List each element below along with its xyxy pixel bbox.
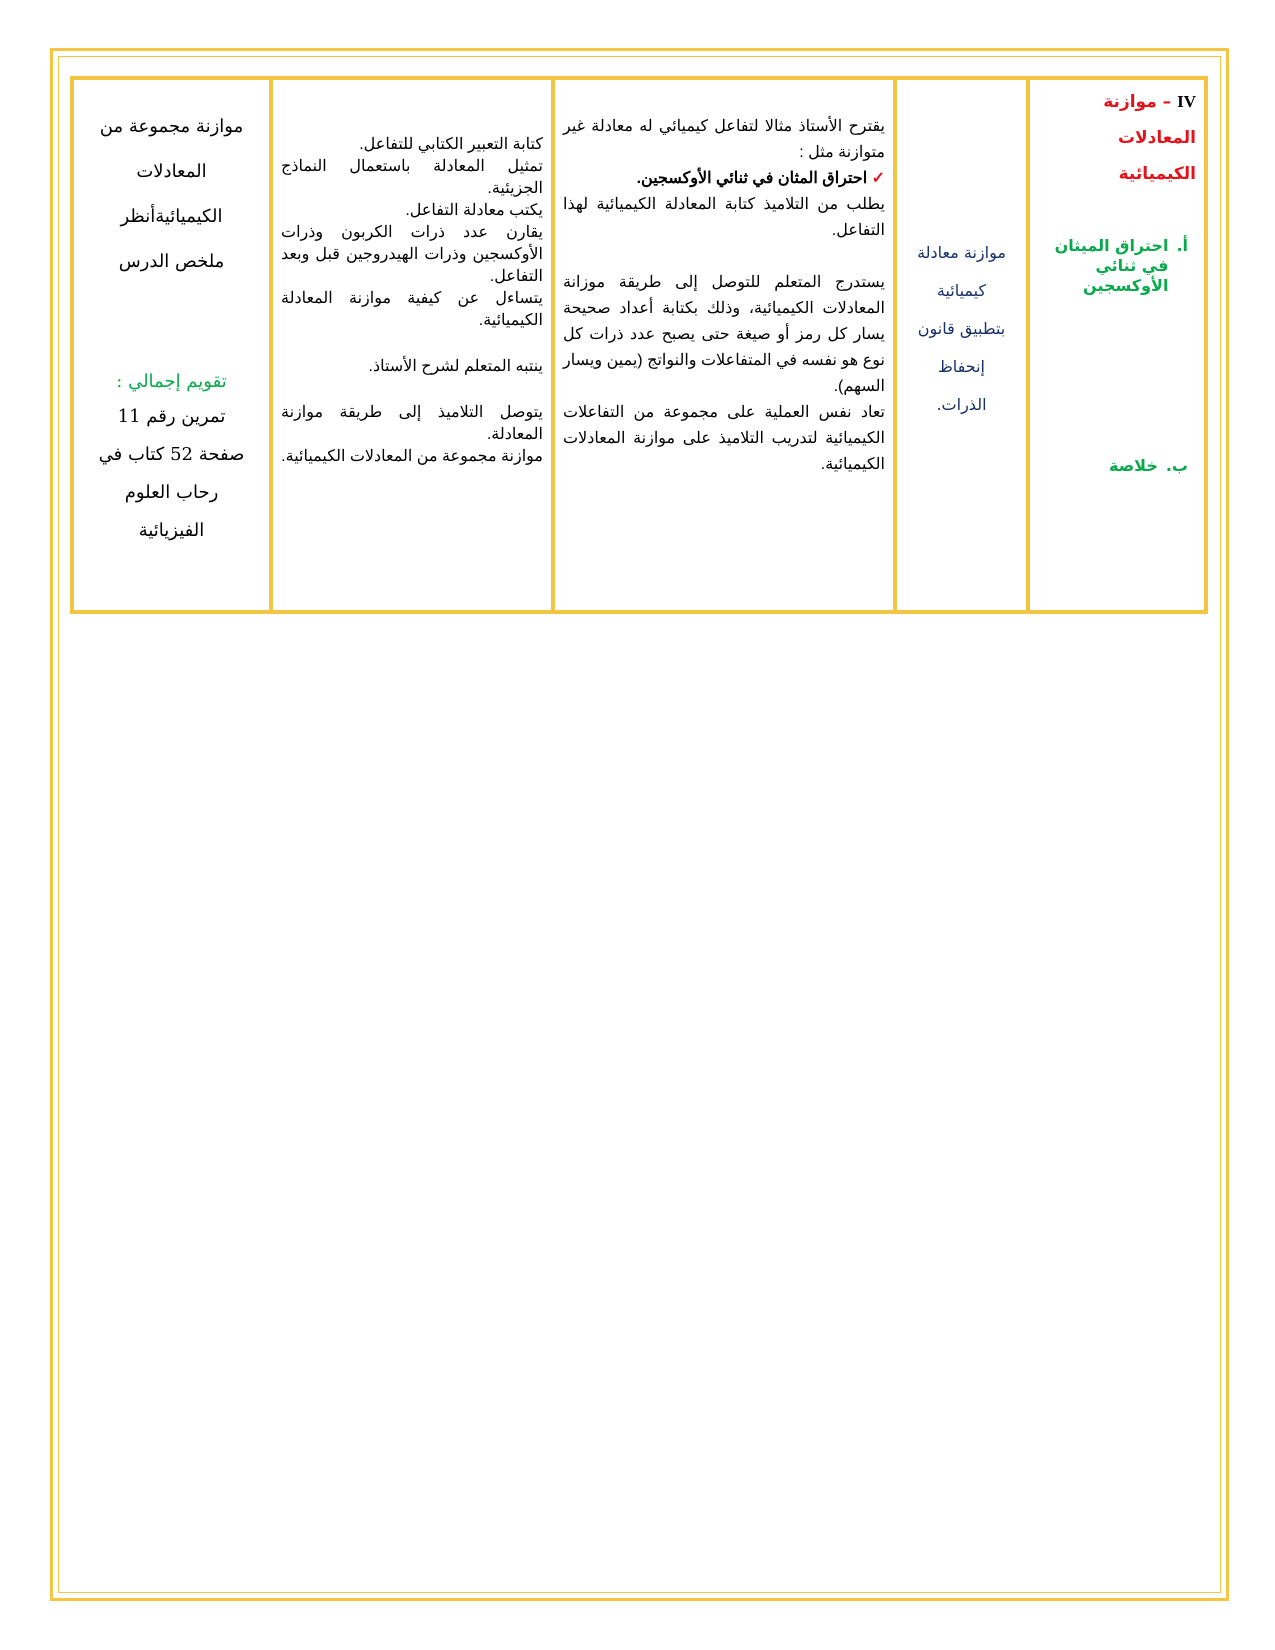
summative-label: تقويم إجمالي : [116, 371, 227, 392]
example-line [563, 166, 885, 192]
exercise-line: تمرين رقم 11 [117, 406, 226, 427]
subsection-a-title: احتراق الميثان في ثنائي الأوكسجين [1054, 236, 1169, 295]
goal-line: إنحفاظ [938, 357, 985, 376]
learner-line-1: كتابة التعبير الكتابي للتفاعل. [359, 136, 543, 153]
teacher-activities-cell [553, 78, 895, 612]
goal-line: الذرات. [936, 395, 987, 414]
goal-text [905, 84, 1018, 424]
learner-line-4: يقارن عدد ذرات الكربون وذرات الأوكسجين وذرات الهيدروجين قبل وبعد التفاعل. [281, 224, 543, 285]
section-title-suffix: – موازنة [1103, 92, 1172, 112]
exercise-line: رحاب العلوم [124, 482, 219, 503]
learner-line-6: ينتبه المتعلم لشرح الأستاذ. [368, 358, 543, 375]
subsection-a-label: أ. [1176, 236, 1188, 255]
evaluation-cell [72, 78, 271, 612]
goal-line: بتطبيق قانون [917, 319, 1006, 338]
evaluation-text [82, 104, 261, 284]
section-cell [1028, 78, 1206, 612]
learner-line-2: تمثيل المعادلة باستعمال النماذج الجزيئية. [281, 158, 543, 197]
teacher-paragraph-1: يقترح الأستاذ مثالا لتفاعل كيميائي له معادلة غير متوازنة مثل : [563, 118, 885, 161]
example-text: احتراق المثان في ثنائي الأوكسجين. [636, 170, 868, 187]
lesson-table [70, 76, 1208, 614]
section-number: IV [1177, 92, 1196, 111]
learner-line-3: يكتب معادلة التفاعل. [405, 202, 543, 219]
section-title [1038, 84, 1196, 192]
teacher-paragraph-3: يستدرج المتعلم للتوصل إلى طريقة موزانة المعادلات الكيميائية، وذلك بكتابة أعداد صحيحة يسار كل رمز أو صيغة حتى يصبح عدد ذرات كل نوع هو نفسه في المتفاعلات والنواتج (يمين ويسار السهم). [563, 274, 885, 395]
subsection-a [1038, 236, 1196, 296]
subsection-b-label: ب. [1165, 456, 1188, 475]
learner-activities-cell [271, 78, 553, 612]
learner-line-8: موازنة مجموعة من المعادلات الكيميائية. [281, 448, 543, 465]
evaluation-line: موازنة مجموعة من [99, 116, 244, 137]
teacher-paragraph-2: يطلب من التلاميذ كتابة المعادلة الكيميائية لهذا التفاعل. [563, 196, 885, 239]
learner-line-5: يتساءل عن كيفية موازنة المعادلة الكيميائية. [281, 290, 543, 329]
subsection-b-title: خلاصة [1109, 456, 1158, 475]
goal-line: موازنة معادلة [917, 243, 1006, 262]
teacher-paragraph-4: تعاد نفس العملية على مجموعة من التفاعلات الكيميائية لتدريب التلاميذ على موازنة المعادلات الكيميائية. [563, 404, 885, 473]
evaluation-line: ملخص الدرس [118, 251, 225, 272]
subsection-b [1038, 456, 1196, 476]
section-title-line2: المعادلات الكيميائية [1117, 128, 1196, 184]
evaluation-line: المعادلات [136, 161, 207, 182]
exercise-line: صفحة 52 كتاب في [98, 444, 245, 465]
table-row [72, 78, 1206, 612]
exercise-line: الفيزيائية [138, 520, 205, 541]
checkmark-icon: ✓ [871, 170, 885, 187]
goal-cell [895, 78, 1028, 612]
goal-line: كيميائية [936, 281, 987, 300]
learner-line-7: يتوصل التلاميذ إلى طريقة موازنة المعادلة. [281, 404, 543, 443]
evaluation-line: الكيميائيةأنظر [120, 206, 223, 227]
